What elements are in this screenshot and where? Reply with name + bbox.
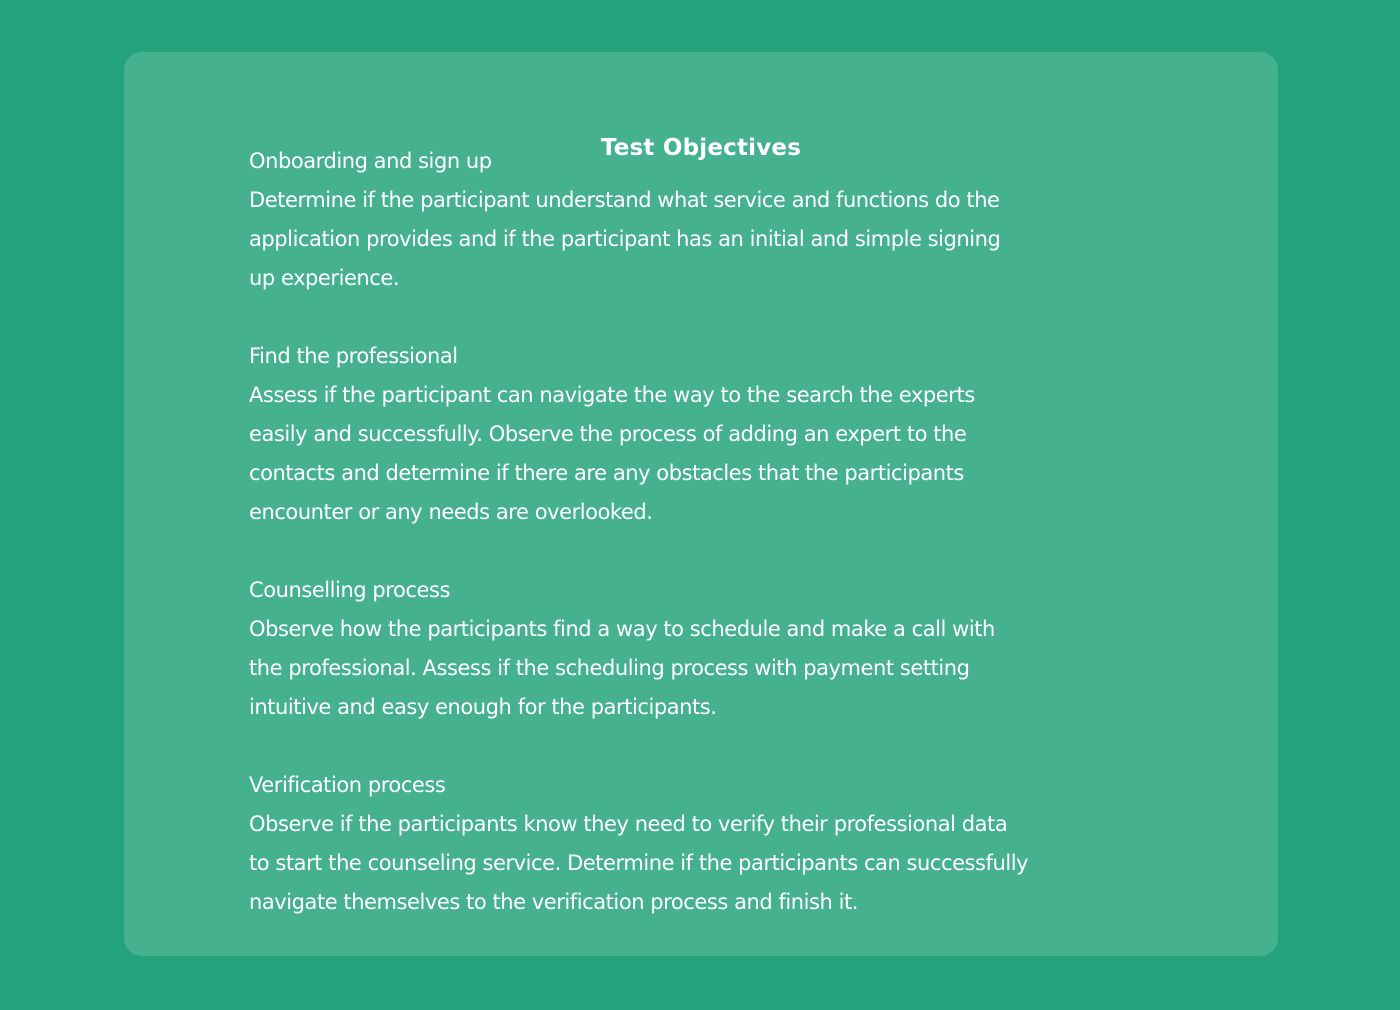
objective-verification (249, 766, 1174, 922)
description-line: Observe how the participants find a way to schedule and make a call with (249, 617, 995, 641)
objective-onboarding (249, 142, 1174, 298)
objectives-list (249, 142, 1174, 922)
description-line: navigate themselves to the verification process and finish it. (249, 890, 859, 914)
description-line: Assess if the participant can navigate the way to the search the experts (249, 383, 975, 407)
objective-description (249, 805, 1174, 922)
objective-description (249, 181, 1174, 298)
objective-heading: Onboarding and sign up (249, 149, 492, 173)
description-line: application provides and if the participant has an initial and simple signing (249, 227, 1001, 251)
description-line: encounter or any needs are overlooked. (249, 500, 653, 524)
description-line: to start the counseling service. Determine if the participants can successfully (249, 851, 1029, 875)
objective-heading: Counselling process (249, 578, 450, 602)
objective-counselling (249, 571, 1174, 727)
description-line: contacts and determine if there are any obstacles that the participants (249, 461, 964, 485)
objective-find-professional (249, 337, 1174, 532)
objective-heading: Find the professional (249, 344, 458, 368)
objective-description (249, 376, 1174, 532)
objective-description (249, 610, 1174, 727)
description-line: Determine if the participant understand what service and functions do the (249, 188, 1000, 212)
description-line: intuitive and easy enough for the participants. (249, 695, 717, 719)
objective-heading: Verification process (249, 773, 446, 797)
description-line: the professional. Assess if the scheduling process with payment setting (249, 656, 970, 680)
card-title: Test Objectives (600, 135, 802, 161)
description-line: easily and successfully. Observe the process of adding an expert to the (249, 422, 967, 446)
description-line: Observe if the participants know they need to verify their professional data (249, 812, 1008, 836)
description-line: up experience. (249, 266, 400, 290)
